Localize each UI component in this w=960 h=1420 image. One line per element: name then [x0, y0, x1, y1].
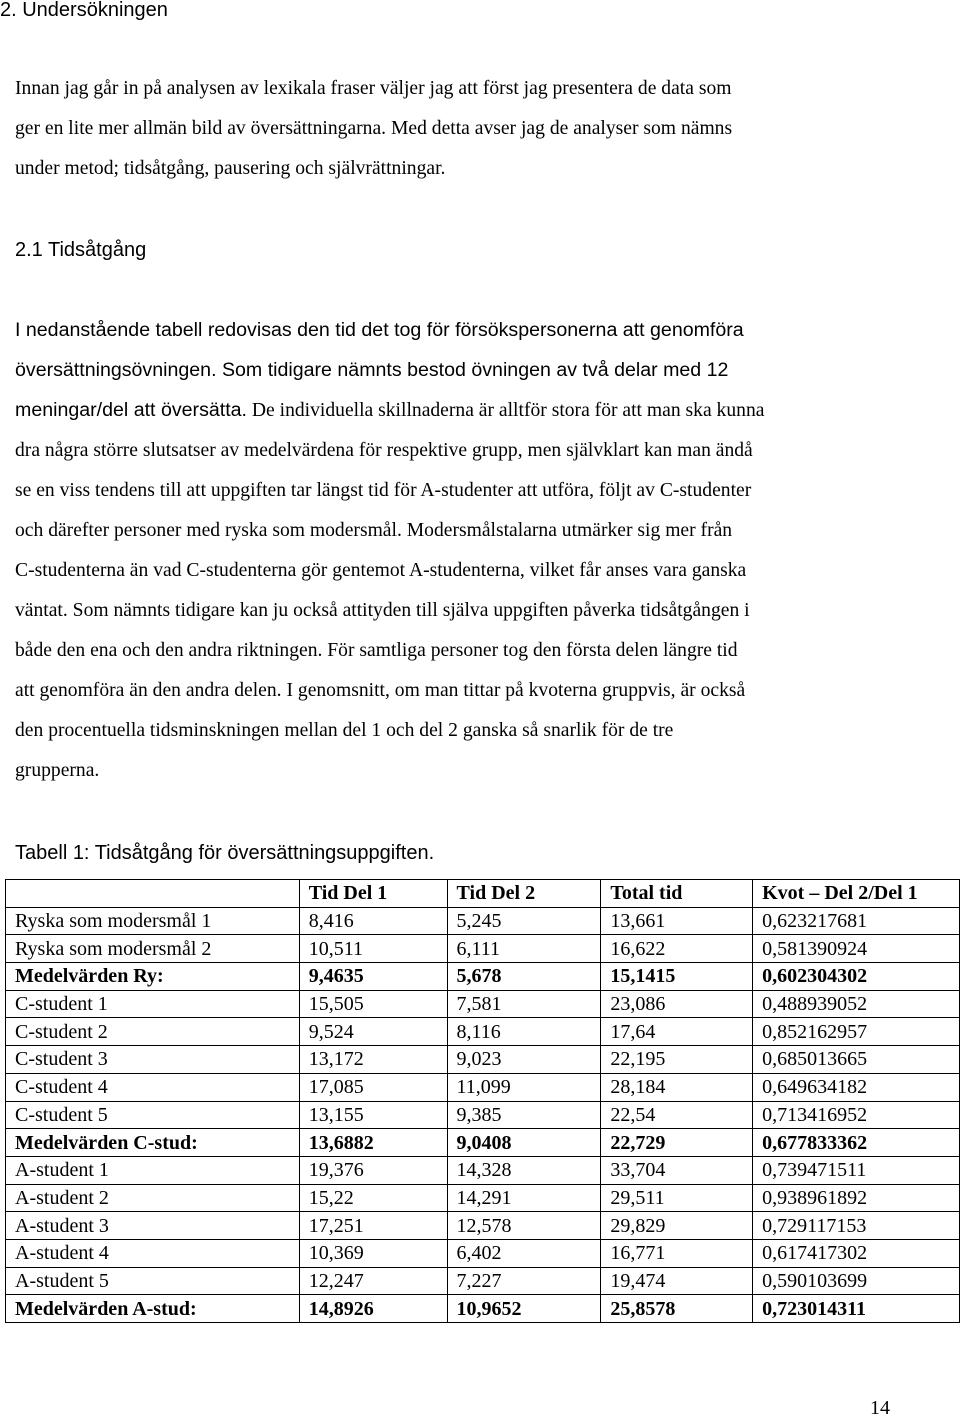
table-cell: 7,581: [447, 990, 601, 1018]
table-cell: Medelvärden C-stud:: [6, 1129, 300, 1157]
table-row: [6, 1018, 960, 1046]
table-cell: 9,0408: [447, 1129, 601, 1157]
table-cell: Medelvärden Ry:: [6, 963, 300, 991]
table-cell: 28,184: [601, 1073, 753, 1101]
table-cell: 0,729117153: [753, 1212, 960, 1240]
table-cell: A-student 4: [6, 1239, 300, 1267]
table-cell: 22,729: [601, 1129, 753, 1157]
body-text-serif: att genomföra än den andra delen. I genomsnitt, om man tittar på kvoterna gruppvis, är också: [15, 680, 746, 701]
table-cell: A-student 5: [6, 1267, 300, 1295]
body-text-serif: både den ena och den andra riktningen. För samtliga personer tog den första delen längre tid: [15, 640, 738, 661]
body-text-serif: och därefter personer med ryska som modersmål. Modersmålstalarna utmärker sig mer från: [15, 520, 733, 541]
table-cell: A-student 2: [6, 1184, 300, 1212]
body-text-serif: väntat. Som nämnts tidigare kan ju också attityden till själva uppgiften påverka tidsåtgången i: [15, 600, 750, 621]
table-cell: 10,511: [299, 935, 447, 963]
table-cell: 15,1415: [601, 963, 753, 991]
body-line: [15, 710, 950, 750]
intro-paragraph: [15, 69, 950, 189]
table-cell: C-student 5: [6, 1101, 300, 1129]
body-line: [15, 590, 950, 630]
table-cell: 14,328: [447, 1156, 601, 1184]
body-line: [15, 470, 950, 510]
table-cell: 19,376: [299, 1156, 447, 1184]
table-cell: 0,685013665: [753, 1046, 960, 1074]
table-cell: 17,64: [601, 1018, 753, 1046]
table-cell: 23,086: [601, 990, 753, 1018]
table-cell: 13,661: [601, 907, 753, 935]
body-line: [15, 430, 950, 470]
table-cell: 8,116: [447, 1018, 601, 1046]
body-line: [15, 510, 950, 550]
table-cell: 15,505: [299, 990, 447, 1018]
header-cell: Total tid: [601, 880, 753, 908]
intro-line: under metod; tidsåtgång, pausering och självrättningar.: [15, 158, 446, 179]
body-text-serif: dra några större slutsatser av medelvärdena för respektive grupp, men självklart kan man ändå: [15, 440, 753, 461]
table-cell: 13,6882: [299, 1129, 447, 1157]
table-cell: 13,172: [299, 1046, 447, 1074]
table-cell: 0,602304302: [753, 963, 960, 991]
table-cell: 7,227: [447, 1267, 601, 1295]
table-cell: 14,8926: [299, 1295, 447, 1323]
body-paragraph: [15, 310, 950, 790]
table-summary-row: [6, 1295, 960, 1323]
table-body: [6, 907, 960, 1322]
section-heading: 2. Undersökningen: [0, 0, 168, 21]
table-cell: 0,617417302: [753, 1239, 960, 1267]
table-cell: 0,677833362: [753, 1129, 960, 1157]
table-row: [6, 1101, 960, 1129]
table-row: [6, 907, 960, 935]
table-cell: C-student 2: [6, 1018, 300, 1046]
page-number: 14: [870, 1397, 890, 1419]
table-cell: 14,291: [447, 1184, 601, 1212]
intro-line: Innan jag går in på analysen av lexikala fraser väljer jag att först jag presentera de data som: [15, 78, 732, 99]
table-cell: 25,8578: [601, 1295, 753, 1323]
table-cell: 0,938961892: [753, 1184, 960, 1212]
body-text-serif: De individuella skillnaderna är alltför stora för att man ska kunna: [247, 400, 765, 421]
table-cell: 8,416: [299, 907, 447, 935]
table-cell: 16,771: [601, 1239, 753, 1267]
table-summary-row: [6, 1129, 960, 1157]
body-text-serif: se en viss tendens till att uppgiften tar längst tid för A-studenter att utföra, följt av C-studenter: [15, 480, 752, 501]
body-line: [15, 750, 950, 790]
table-cell: 0,739471511: [753, 1156, 960, 1184]
table-cell: 12,578: [447, 1212, 601, 1240]
body-line: [15, 310, 950, 350]
table-row: [6, 1046, 960, 1074]
table-row: [6, 1212, 960, 1240]
table-row: [6, 1073, 960, 1101]
header-cell: Tid Del 2: [447, 880, 601, 908]
table-cell: 0,623217681: [753, 907, 960, 935]
table-cell: 0,713416952: [753, 1101, 960, 1129]
body-line: [15, 550, 950, 590]
body-line: [15, 350, 950, 390]
table-cell: 19,474: [601, 1267, 753, 1295]
body-line: [15, 670, 950, 710]
table-cell: 13,155: [299, 1101, 447, 1129]
table-cell: 5,678: [447, 963, 601, 991]
table-cell: 29,511: [601, 1184, 753, 1212]
body-text-serif: den procentuella tidsminskningen mellan del 1 och del 2 ganska så snarlik för de tre: [15, 720, 674, 741]
time-table: [5, 879, 960, 1323]
body-text-sans: översättningsövningen. Som tidigare nämnts bestod övningen av två delar med 12: [15, 359, 729, 381]
table-cell: 9,385: [447, 1101, 601, 1129]
table-cell: 10,9652: [447, 1295, 601, 1323]
table-summary-row: [6, 963, 960, 991]
table-cell: 22,54: [601, 1101, 753, 1129]
table-cell: C-student 4: [6, 1073, 300, 1101]
table-cell: 0,590103699: [753, 1267, 960, 1295]
table-cell: 0,852162957: [753, 1018, 960, 1046]
body-text-sans: I nedanstående tabell redovisas den tid det tog för försökspersonerna att genomföra: [15, 319, 744, 341]
table-cell: 0,723014311: [753, 1295, 960, 1323]
table-cell: 6,402: [447, 1239, 601, 1267]
table-cell: 17,085: [299, 1073, 447, 1101]
table-caption: Tabell 1: Tidsåtgång för översättningsuppgiften.: [15, 842, 435, 864]
table-cell: 9,023: [447, 1046, 601, 1074]
table-cell: 15,22: [299, 1184, 447, 1212]
table-cell: 17,251: [299, 1212, 447, 1240]
subsection-heading: 2.1 Tidsåtgång: [15, 239, 147, 261]
table-cell: 10,369: [299, 1239, 447, 1267]
body-text-serif: grupperna.: [15, 760, 100, 781]
table-cell: 11,099: [447, 1073, 601, 1101]
body-text-serif: C-studenterna än vad C-studenterna gör gentemot A-studenterna, vilket får anses vara ganska: [15, 560, 747, 581]
table-cell: 12,247: [299, 1267, 447, 1295]
table-cell: Medelvärden A-stud:: [6, 1295, 300, 1323]
table-cell: 9,524: [299, 1018, 447, 1046]
table-cell: 9,4635: [299, 963, 447, 991]
table-cell: 0,649634182: [753, 1073, 960, 1101]
table-cell: 33,704: [601, 1156, 753, 1184]
table-cell: 16,622: [601, 935, 753, 963]
body-line: [15, 390, 950, 430]
table-row: [6, 1267, 960, 1295]
table-row: [6, 1156, 960, 1184]
table-cell: 0,488939052: [753, 990, 960, 1018]
header-cell: Tid Del 1: [299, 880, 447, 908]
table-cell: 0,581390924: [753, 935, 960, 963]
header-cell: Kvot – Del 2/Del 1: [753, 880, 960, 908]
table-header-row: [6, 880, 960, 908]
table-cell: 29,829: [601, 1212, 753, 1240]
table-row: [6, 1184, 960, 1212]
table-cell: A-student 3: [6, 1212, 300, 1240]
table-row: [6, 990, 960, 1018]
body-text-sans: meningar/del att översätta.: [15, 399, 247, 421]
table-cell: C-student 1: [6, 990, 300, 1018]
table-cell: 5,245: [447, 907, 601, 935]
table-cell: A-student 1: [6, 1156, 300, 1184]
header-cell: [6, 880, 300, 908]
table-row: [6, 1239, 960, 1267]
table-cell: Ryska som modersmål 1: [6, 907, 300, 935]
table-cell: 6,111: [447, 935, 601, 963]
table-row: [6, 935, 960, 963]
table-cell: 22,195: [601, 1046, 753, 1074]
table-cell: C-student 3: [6, 1046, 300, 1074]
table-cell: Ryska som modersmål 2: [6, 935, 300, 963]
body-line: [15, 630, 950, 670]
intro-line: ger en lite mer allmän bild av översättningarna. Med detta avser jag de analyser som nämns: [15, 118, 733, 139]
